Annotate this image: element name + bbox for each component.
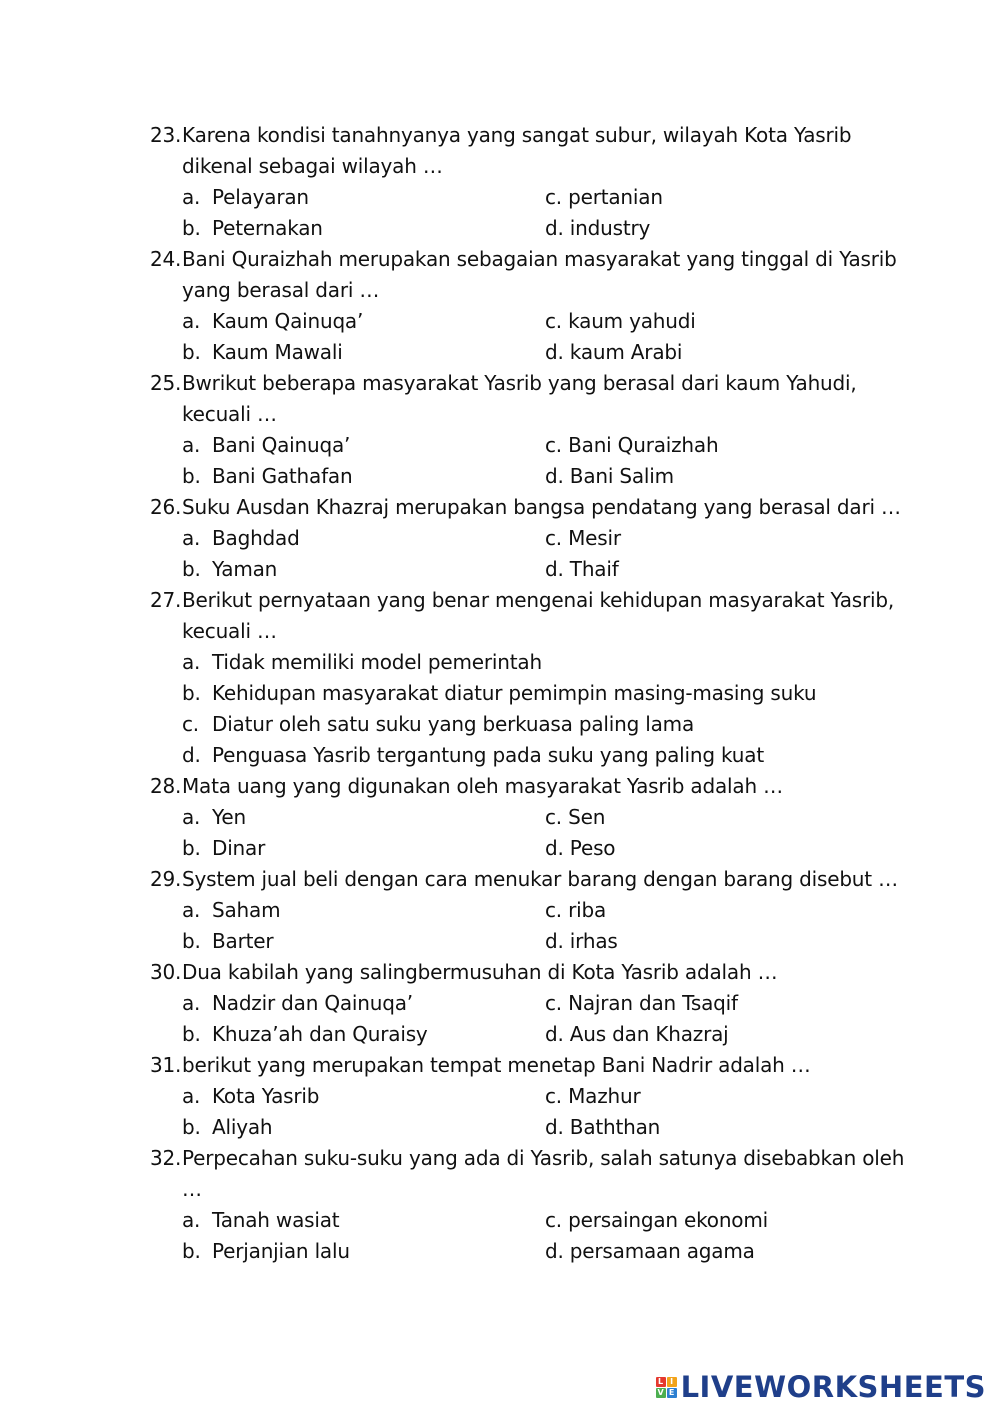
option-letter: b.: [182, 681, 201, 705]
answer-option-a[interactable]: [182, 988, 413, 1019]
question-text: System jual beli dengan cara menukar barang dengan barang disebut …: [182, 867, 898, 891]
question-stem: [0, 771, 1000, 802]
options-row: [0, 1112, 1000, 1143]
options-row: [0, 1019, 1000, 1050]
answer-option-a[interactable]: [0, 647, 1000, 678]
option-text: Yen: [212, 805, 246, 829]
question-stem-continued: [0, 1174, 1000, 1205]
logo-text: LIVEWORKSHEETS: [680, 1370, 986, 1404]
question-stem: [0, 244, 1000, 275]
answer-option-d[interactable]: [0, 740, 1000, 771]
question-stem: [0, 864, 1000, 895]
option-letter: b.: [182, 1239, 201, 1263]
answer-option-d[interactable]: d. Bani Salim: [545, 464, 674, 488]
question-number: 28.: [150, 774, 182, 798]
answer-option-d[interactable]: d. irhas: [545, 929, 618, 953]
question-stem: [0, 957, 1000, 988]
answer-option-b[interactable]: [182, 1112, 272, 1143]
logo-letter-i: I: [667, 1377, 677, 1387]
question-text: Suku Ausdan Khazraj merupakan bangsa pendatang yang berasal dari …: [182, 495, 901, 519]
option-letter: b.: [182, 464, 201, 488]
answer-option-b[interactable]: [182, 554, 277, 585]
answer-option-a[interactable]: [182, 306, 363, 337]
question-number: 31.: [150, 1053, 182, 1077]
options-row: [0, 1236, 1000, 1267]
question-text: Mata uang yang digunakan oleh masyarakat Yasrib adalah …: [182, 774, 783, 798]
question-number: 23.: [150, 123, 182, 147]
option-letter: b.: [182, 1022, 201, 1046]
option-text: Kehidupan masyarakat diatur pemimpin masing-masing suku: [212, 681, 817, 705]
options-row: [0, 1205, 1000, 1236]
question-stem-continued: [0, 151, 1000, 182]
question-stem: [0, 585, 1000, 616]
answer-option-c[interactable]: c. kaum yahudi: [545, 309, 696, 333]
option-letter: a.: [182, 433, 201, 457]
option-text: Nadzir dan Qainuqa’: [212, 991, 413, 1015]
question-stem-continued: [0, 275, 1000, 306]
options-row: [0, 802, 1000, 833]
question-text: …: [182, 1177, 202, 1201]
question-number: 26.: [150, 495, 182, 519]
logo-icon: [656, 1377, 677, 1398]
option-letter: a.: [182, 1084, 201, 1108]
option-text: Baghdad: [212, 526, 300, 550]
answer-option-d[interactable]: d. Baththan: [545, 1115, 661, 1139]
answer-option-d[interactable]: d. Thaif: [545, 557, 619, 581]
question-text: Dua kabilah yang salingbermusuhan di Kota Yasrib adalah …: [182, 960, 778, 984]
question-number: 32.: [150, 1146, 182, 1170]
question-stem-continued: [0, 616, 1000, 647]
option-letter: b.: [182, 216, 201, 240]
question-text: kecuali …: [182, 402, 277, 426]
option-text: Saham: [212, 898, 281, 922]
answer-option-b[interactable]: [182, 337, 343, 368]
question-number: 27.: [150, 588, 182, 612]
answer-option-d[interactable]: d. industry: [545, 216, 651, 240]
answer-option-b[interactable]: [182, 213, 323, 244]
options-row: [0, 430, 1000, 461]
answer-option-a[interactable]: [182, 1081, 319, 1112]
option-letter: a.: [182, 805, 201, 829]
answer-option-b[interactable]: [182, 1236, 350, 1267]
option-text: Yaman: [212, 557, 278, 581]
options-row: [0, 337, 1000, 368]
option-letter: b.: [182, 340, 201, 364]
question-text: Bwrikut beberapa masyarakat Yasrib yang berasal dari kaum Yahudi,: [182, 371, 857, 395]
option-wrap: [182, 740, 764, 771]
question-number: 29.: [150, 867, 182, 891]
answer-option-c[interactable]: c. Mesir: [545, 526, 621, 550]
question-text: Perpecahan suku-suku yang ada di Yasrib, salah satunya disebabkan oleh: [182, 1146, 905, 1170]
option-text: Tidak memiliki model pemerintah: [212, 650, 542, 674]
options-row: [0, 895, 1000, 926]
question-text: berikut yang merupakan tempat menetap Bani Nadrir adalah …: [182, 1053, 811, 1077]
answer-option-d[interactable]: d. persamaan agama: [545, 1239, 755, 1263]
option-letter: b.: [182, 836, 201, 860]
option-text: Kaum Mawali: [212, 340, 343, 364]
answer-option-c[interactable]: c. Bani Quraizhah: [545, 433, 719, 457]
option-text: Kaum Qainuqa’: [212, 309, 364, 333]
option-text: Penguasa Yasrib tergantung pada suku yang paling kuat: [212, 743, 764, 767]
option-letter: a.: [182, 526, 201, 550]
answer-option-c[interactable]: c. persaingan ekonomi: [545, 1208, 768, 1232]
question-stem: [0, 120, 1000, 151]
option-letter: b.: [182, 1115, 201, 1139]
logo-letter-e: E: [667, 1388, 677, 1398]
option-text: Pelayaran: [212, 185, 309, 209]
option-letter: a.: [182, 309, 201, 333]
answer-option-c[interactable]: [0, 709, 1000, 740]
question-number: 24.: [150, 247, 182, 271]
logo-letter-l: L: [656, 1377, 666, 1387]
answer-option-a[interactable]: [182, 802, 246, 833]
question-number: 25.: [150, 371, 182, 395]
answer-option-a[interactable]: [182, 895, 280, 926]
answer-option-a[interactable]: [182, 430, 350, 461]
answer-option-d[interactable]: d. Aus dan Khazraj: [545, 1022, 729, 1046]
option-text: Barter: [212, 929, 274, 953]
answer-option-c[interactable]: c. Mazhur: [545, 1084, 641, 1108]
logo-letter-v: V: [657, 1387, 664, 1397]
options-row: [0, 523, 1000, 554]
question-text: yang berasal dari …: [182, 278, 380, 302]
option-text: Diatur oleh satu suku yang berkuasa paling lama: [212, 712, 695, 736]
option-letter: a.: [182, 650, 201, 674]
option-text: Kota Yasrib: [212, 1084, 320, 1108]
options-row: [0, 213, 1000, 244]
question-text: Bani Quraizhah merupakan sebagaian masyarakat yang tinggal di Yasrib: [182, 247, 897, 271]
answer-option-b[interactable]: [182, 1019, 428, 1050]
option-letter: c.: [182, 712, 199, 736]
option-letter: a.: [182, 1208, 201, 1232]
answer-option-d[interactable]: d. kaum Arabi: [545, 340, 683, 364]
option-letter: a.: [182, 898, 201, 922]
option-text: Peternakan: [212, 216, 323, 240]
answer-option-a[interactable]: [182, 523, 300, 554]
question-number: 30.: [150, 960, 182, 984]
question-text: Berikut pernyataan yang benar mengenai kehidupan masyarakat Yasrib,: [182, 588, 895, 612]
option-wrap: [182, 647, 542, 678]
question-stem: [0, 1050, 1000, 1081]
option-letter: a.: [182, 185, 201, 209]
option-wrap: [182, 678, 816, 709]
options-row: [0, 988, 1000, 1019]
answer-option-c[interactable]: c. Sen: [545, 805, 606, 829]
answer-option-d[interactable]: d. Peso: [545, 836, 616, 860]
question-stem-continued: [0, 399, 1000, 430]
option-letter: b.: [182, 929, 201, 953]
options-row: [0, 461, 1000, 492]
answer-option-c[interactable]: c. riba: [545, 898, 607, 922]
option-text: Khuza’ah dan Quraisy: [212, 1022, 428, 1046]
question-text: dikenal sebagai wilayah …: [182, 154, 443, 178]
option-text: Perjanjian lalu: [212, 1239, 350, 1263]
answer-option-a[interactable]: [182, 1205, 339, 1236]
question-stem: [0, 1143, 1000, 1174]
question-stem: [0, 368, 1000, 399]
question-stem: [0, 492, 1000, 523]
option-wrap: [182, 709, 694, 740]
options-row: [0, 554, 1000, 585]
option-text: Tanah wasiat: [212, 1208, 340, 1232]
option-letter: a.: [182, 991, 201, 1015]
answer-option-c[interactable]: c. Najran dan Tsaqif: [545, 991, 738, 1015]
answer-option-c[interactable]: c. pertanian: [545, 185, 663, 209]
answer-option-b[interactable]: [0, 678, 1000, 709]
answer-option-b[interactable]: [182, 926, 273, 957]
question-text: kecuali …: [182, 619, 277, 643]
answer-option-b[interactable]: [182, 833, 265, 864]
option-text: Aliyah: [212, 1115, 273, 1139]
options-row: [0, 182, 1000, 213]
answer-option-b[interactable]: [182, 461, 352, 492]
option-text: Dinar: [212, 836, 266, 860]
options-row: [0, 1081, 1000, 1112]
option-text: Bani Qainuqa’: [212, 433, 351, 457]
options-row: [0, 306, 1000, 337]
options-row: [0, 833, 1000, 864]
option-text: Bani Gathafan: [212, 464, 353, 488]
question-text: Karena kondisi tanahnyanya yang sangat subur, wilayah Kota Yasrib: [182, 123, 852, 147]
option-letter: b.: [182, 557, 201, 581]
options-row: [0, 926, 1000, 957]
option-letter: d.: [182, 743, 201, 767]
liveworksheets-logo: [656, 1372, 986, 1402]
answer-option-a[interactable]: [182, 182, 309, 213]
